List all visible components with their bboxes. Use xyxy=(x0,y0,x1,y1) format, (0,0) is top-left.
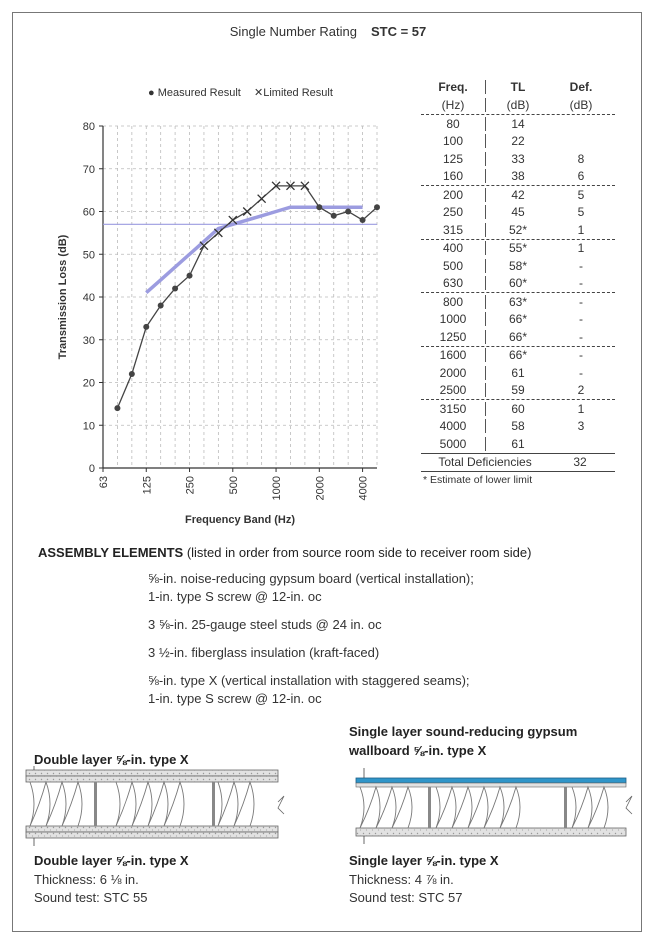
left-top-label: Double layer ⅝-in. type X xyxy=(34,752,189,767)
right-bottom-label: Single layer ⅝-in. type X xyxy=(349,853,499,868)
cell-def: 3 xyxy=(577,419,585,434)
stc-rating: STC = 57 xyxy=(370,24,427,39)
cell-def: 5 xyxy=(577,187,585,202)
cell-tl: 66* xyxy=(485,348,550,362)
table-row xyxy=(421,168,615,186)
cell-freq: 315 xyxy=(442,222,464,237)
assembly-line: 3 ½-in. fiberglass insulation (kraft-faced) xyxy=(148,645,380,660)
title-label: Single Number Rating xyxy=(229,24,357,39)
y-tick-label: 0 xyxy=(88,463,95,475)
assembly-item xyxy=(148,644,379,662)
cell-freq: 500 xyxy=(442,258,464,273)
cell-freq: 2500 xyxy=(439,383,467,398)
cell-freq: 80 xyxy=(446,116,460,131)
table-row xyxy=(421,185,615,204)
y-tick-label: 10 xyxy=(82,420,95,433)
x-tick-label: 63 xyxy=(98,476,110,489)
left-thickness: Thickness: 6 ⅛ in. xyxy=(34,872,139,887)
cell-tl: 45 xyxy=(485,205,550,219)
cell-def: 1 xyxy=(577,401,585,416)
limited-point xyxy=(243,208,251,216)
cell-tl: 42 xyxy=(485,188,550,202)
measured-point xyxy=(172,285,178,291)
measured-point xyxy=(129,371,135,377)
y-tick-label: 20 xyxy=(82,377,95,390)
y-tick-label: 70 xyxy=(82,163,95,176)
cell-tl: 60* xyxy=(485,276,550,290)
cell-freq: 4000 xyxy=(439,419,467,434)
right-thickness: Thickness: 4 ⅞ in. xyxy=(349,872,454,887)
cell-def: - xyxy=(579,276,583,291)
table-row xyxy=(421,150,615,168)
total-label: Total Deficiencies xyxy=(438,455,532,470)
cell-tl: 33 xyxy=(485,152,550,166)
cell-freq: 1000 xyxy=(439,312,467,327)
table-row xyxy=(421,364,615,382)
cell-freq: 800 xyxy=(442,294,464,309)
cell-tl: 58* xyxy=(485,259,550,273)
cell-def: - xyxy=(579,258,583,273)
table-row xyxy=(421,399,615,418)
cell-def: 6 xyxy=(577,169,585,184)
table-row xyxy=(421,382,615,400)
table-row xyxy=(421,239,615,258)
cell-def: - xyxy=(579,348,583,363)
table-row xyxy=(421,311,615,329)
table-units xyxy=(421,96,615,114)
assembly-title: ASSEMBLY ELEMENTS xyxy=(38,545,184,560)
x-tick-label: 1000 xyxy=(271,476,284,501)
measured-point xyxy=(187,273,193,279)
cell-tl: 61 xyxy=(485,366,550,380)
assembly-item xyxy=(148,570,474,606)
legend-limited: ✕Limited Result xyxy=(254,87,333,99)
cell-tl: 55* xyxy=(485,241,550,255)
left-sound-test: Sound test: STC 55 xyxy=(34,890,148,905)
cell-def: 1 xyxy=(577,222,585,237)
stc-contour-line xyxy=(146,207,362,293)
unit-freq: (Hz) xyxy=(441,98,465,112)
table-row xyxy=(421,435,615,453)
x-tick-label: 4000 xyxy=(357,476,370,501)
cell-def: - xyxy=(579,365,583,380)
table-header xyxy=(421,78,615,96)
cell-tl: 63* xyxy=(485,295,550,309)
assembly-item xyxy=(148,616,382,634)
cell-tl: 66* xyxy=(485,312,550,326)
y-tick-label: 30 xyxy=(82,334,95,347)
cell-def: 2 xyxy=(577,383,585,398)
table-row xyxy=(421,292,615,311)
assembly-line: 3 ⅝-in. 25-gauge steel studs @ 24 in. oc xyxy=(148,617,382,632)
cell-tl: 22 xyxy=(485,134,550,148)
cell-def: - xyxy=(579,329,583,344)
cell-freq: 5000 xyxy=(439,436,467,451)
assembly-line: ⅝-in. type X (vertical installation with staggered seams); xyxy=(148,673,470,688)
cell-def: - xyxy=(579,312,583,327)
cell-tl: 60 xyxy=(485,402,550,416)
table-total-row xyxy=(421,453,615,473)
cell-freq: 1250 xyxy=(439,329,467,344)
x-tick-label: 250 xyxy=(184,476,197,495)
measured-point xyxy=(345,209,351,215)
cell-freq: 250 xyxy=(442,205,464,220)
right-top-label-2: wallboard ⅝-in. type X xyxy=(349,743,487,758)
right-wall-diagram xyxy=(350,766,640,846)
col-header-tl: TL xyxy=(485,80,550,94)
assembly-heading xyxy=(38,545,531,560)
table-row xyxy=(421,133,615,151)
measured-point xyxy=(143,324,149,330)
total-value: 32 xyxy=(573,455,587,470)
assembly-item xyxy=(148,672,470,708)
cell-tl: 59 xyxy=(485,383,550,397)
x-tick-label: 2000 xyxy=(314,476,327,501)
table-row xyxy=(421,275,615,293)
cell-tl: 58 xyxy=(485,419,550,433)
x-tick-label: 500 xyxy=(227,476,240,495)
unit-def: (dB) xyxy=(569,98,593,112)
table-row xyxy=(421,114,615,133)
x-axis-label: Frequency Band (Hz) xyxy=(184,514,296,526)
x-tick-label: 125 xyxy=(141,476,154,495)
assembly-line: ⅝-in. noise-reducing gypsum board (vertical installation); xyxy=(148,571,474,586)
table-row xyxy=(421,418,615,436)
y-tick-label: 50 xyxy=(82,249,95,262)
cell-freq: 630 xyxy=(442,276,464,291)
unit-tl: (dB) xyxy=(485,98,550,112)
assembly-subtitle: (listed in order from source room side to receiver room side) xyxy=(186,545,532,560)
tl-table xyxy=(421,78,615,486)
assembly-line: 1-in. type S screw @ 12-in. oc xyxy=(148,589,322,604)
cell-tl: 38 xyxy=(485,169,550,183)
col-header-freq: Freq. xyxy=(438,80,468,94)
col-header-def: Def. xyxy=(569,80,593,94)
cell-tl: 52* xyxy=(485,223,550,237)
measured-point xyxy=(331,213,337,219)
cell-def: 5 xyxy=(577,205,585,220)
cell-freq: 3150 xyxy=(439,401,467,416)
table-row xyxy=(421,204,615,222)
measured-point xyxy=(360,217,366,223)
table-row xyxy=(421,328,615,346)
cell-freq: 2000 xyxy=(439,365,467,380)
left-bottom-label: Double layer ⅝-in. type X xyxy=(34,853,189,868)
y-axis-label: Transmission Loss (dB) xyxy=(57,234,69,360)
cell-tl: 61 xyxy=(485,437,550,451)
cell-tl: 14 xyxy=(485,117,550,131)
cell-def: 8 xyxy=(577,151,585,166)
y-tick-label: 80 xyxy=(82,121,95,133)
y-tick-label: 40 xyxy=(82,292,95,304)
measured-point xyxy=(316,204,322,210)
measured-point xyxy=(158,303,164,309)
cell-freq: 100 xyxy=(442,134,464,149)
table-body xyxy=(421,114,615,453)
assembly-line: 1-in. type S screw @ 12-in. oc xyxy=(148,691,322,706)
cell-tl: 66* xyxy=(485,330,550,344)
measured-point xyxy=(114,405,120,411)
cell-freq: 125 xyxy=(442,151,464,166)
cell-def: - xyxy=(579,294,583,309)
legend-measured: ● Measured Result xyxy=(148,87,241,99)
table-row xyxy=(421,221,615,239)
cell-def: 1 xyxy=(577,241,585,256)
table-row xyxy=(421,346,615,365)
cell-freq: 160 xyxy=(442,169,464,184)
limited-point xyxy=(258,195,266,203)
table-note: * Estimate of lower limit xyxy=(423,474,533,486)
measured-point xyxy=(374,204,380,210)
cell-freq: 1600 xyxy=(439,348,467,363)
y-tick-label: 60 xyxy=(82,206,95,219)
left-wall-diagram xyxy=(22,766,312,852)
table-row xyxy=(421,257,615,275)
cell-freq: 400 xyxy=(442,241,464,256)
cell-freq: 200 xyxy=(442,187,464,202)
right-sound-test: Sound test: STC 57 xyxy=(349,890,463,905)
right-top-label-1: Single layer sound-reducing gypsum xyxy=(349,724,578,739)
